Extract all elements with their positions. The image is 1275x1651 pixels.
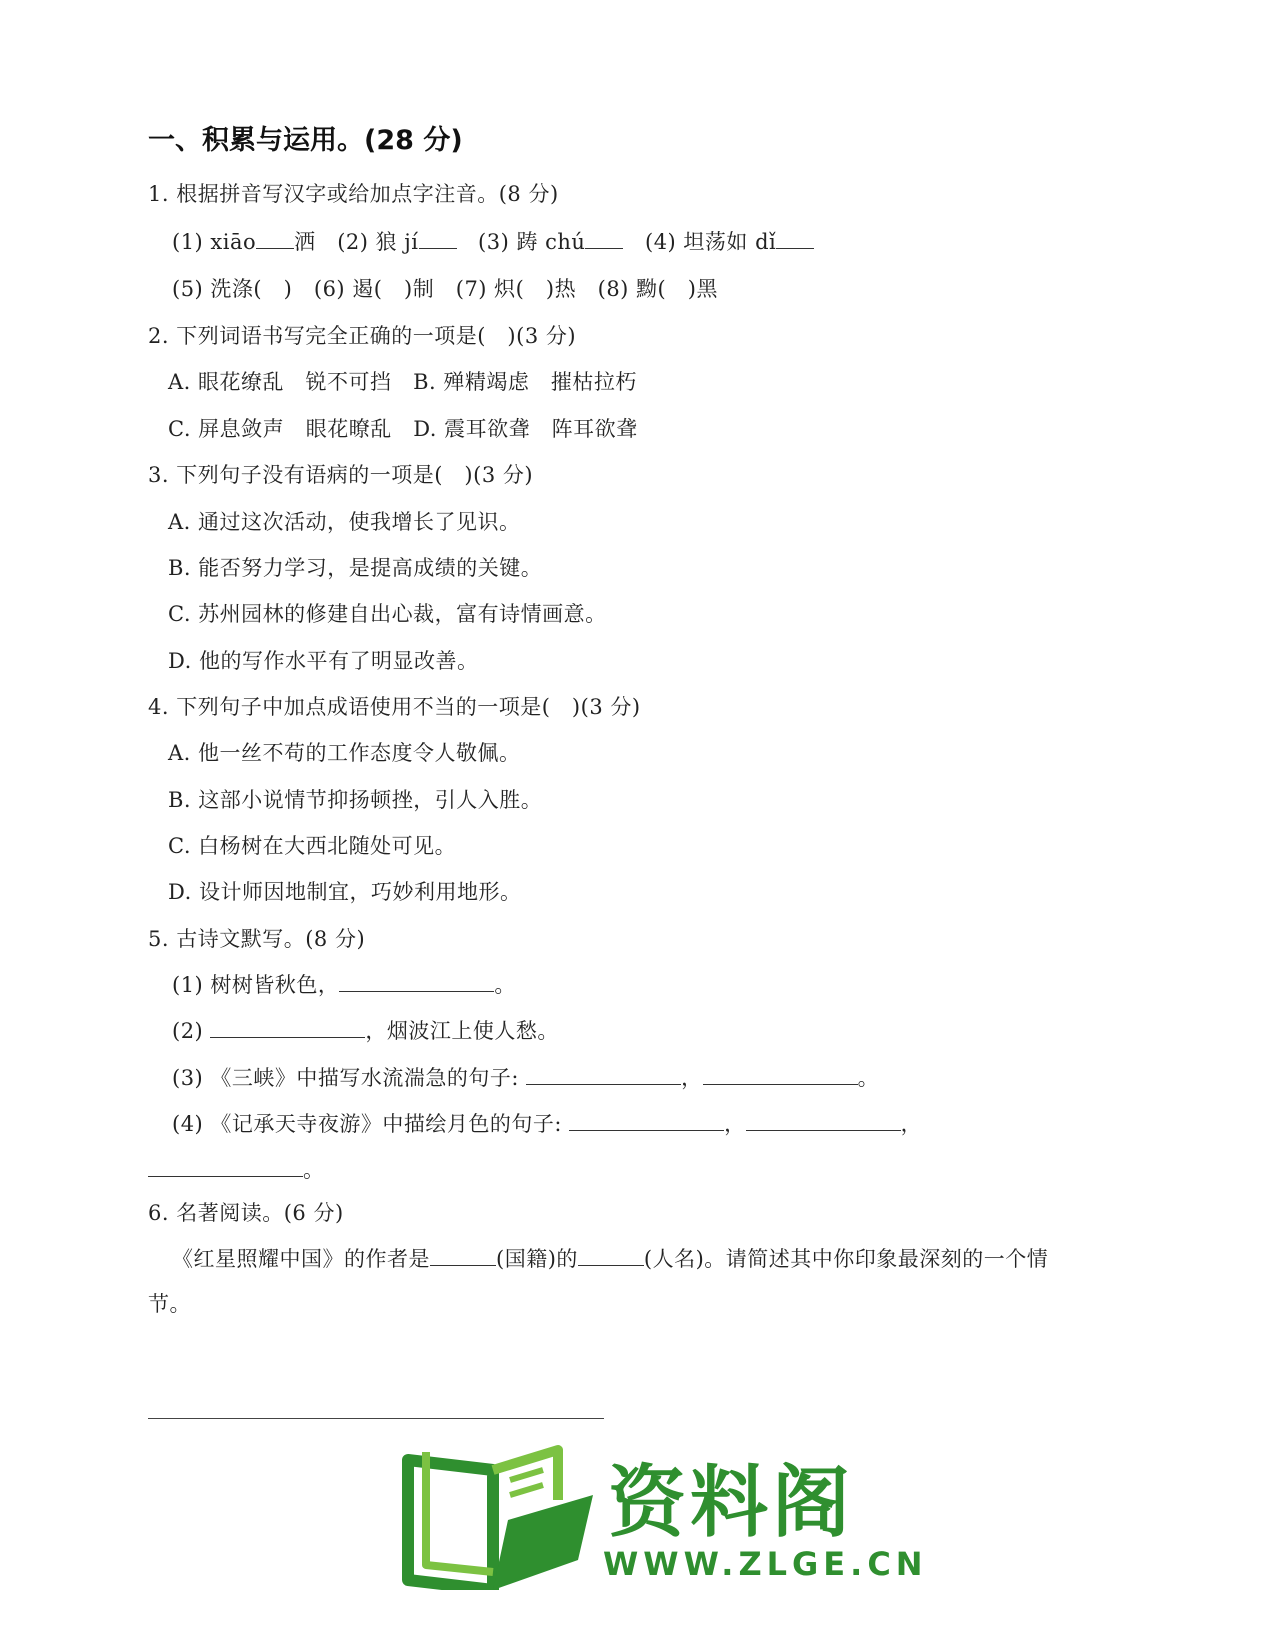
blank[interactable] (419, 228, 457, 249)
answer-blank[interactable] (746, 1110, 901, 1131)
period: 。 (857, 1066, 880, 1090)
q1-item1-tail: 洒 (294, 230, 316, 254)
comma: ， (724, 1112, 746, 1136)
q1-item1: (1) xiāo (172, 230, 257, 254)
q1-row1 (172, 228, 814, 256)
book-icon (398, 1440, 598, 1590)
author-name-blank[interactable] (578, 1245, 644, 1266)
q2-options-row1: A. 眼花缭乱 锐不可挡 B. 殚精竭虑 摧枯拉朽 (168, 370, 637, 394)
q5-item3 (172, 1064, 879, 1092)
q4-stem: 4. 下列句子中加点成语使用不当的一项是( )(3 分) (148, 695, 641, 719)
q6-text-cont: 节。 (148, 1292, 191, 1316)
q1-item6: (6) 遏( )制 (313, 277, 435, 301)
q6-text (172, 1245, 1048, 1273)
q4-option-b: B. 这部小说情节抑扬顿挫，引人入胜。 (168, 788, 543, 812)
q6-text-b: (国籍)的 (496, 1247, 578, 1271)
period: 。 (303, 1158, 325, 1182)
q5-item3-text: (3) 《三峡》中描写水流湍急的句子: (172, 1066, 527, 1090)
q4-option-c: C. 白杨树在大西北随处可见。 (168, 834, 457, 858)
q5-item1 (172, 971, 516, 999)
q1-item5: (5) 洗涤( ) (172, 277, 293, 301)
comma: ， (681, 1066, 703, 1090)
q3-option-b: B. 能否努力学习，是提高成绩的关键。 (168, 556, 543, 580)
q1-item7: (7) 炽( )热 (455, 277, 577, 301)
section-title: 一、积累与运用。(28 分) (148, 125, 463, 156)
q2-options-row2: C. 屏息敛声 眼花暸乱 D. 震耳欲聋 阵耳欲聋 (168, 417, 638, 441)
q4-option-a: A. 他一丝不苟的工作态度令人敬佩。 (168, 741, 521, 765)
q1-item4: (4) 坦荡如 dǐ (645, 230, 777, 254)
watermark-logo (398, 1440, 928, 1590)
answer-blank[interactable] (526, 1064, 681, 1085)
q3-option-d: D. 他的写作水平有了明显改善。 (168, 649, 479, 673)
q1-item8: (8) 黝( )黑 (597, 277, 718, 301)
q6-text-c: (人名)。请简述其中你印象最深刻的一个情 (643, 1247, 1049, 1271)
comma: ， (900, 1112, 923, 1136)
answer-line[interactable] (148, 1418, 604, 1419)
q5-item2 (172, 1017, 559, 1045)
period: 。 (494, 973, 516, 997)
answer-blank[interactable] (339, 971, 494, 992)
q1-item2: (2) 狼 jí (337, 230, 419, 254)
q6-text-a: 《红星照耀中国》的作者是 (172, 1247, 430, 1271)
answer-blank[interactable] (569, 1110, 724, 1131)
q5-item4 (172, 1110, 922, 1138)
q6-stem: 6. 名著阅读。(6 分) (148, 1201, 344, 1225)
blank[interactable] (256, 228, 294, 249)
q1-item3: (3) 踌 chú (478, 230, 586, 254)
q2-stem: 2. 下列词语书写完全正确的一项是( )(3 分) (148, 324, 577, 348)
watermark-title: 资料阁 (608, 1458, 855, 1548)
q5-item4-cont (148, 1156, 325, 1184)
q5-item2-text: (2) (172, 1019, 211, 1043)
q5-item4-text: (4) 《记承天寺夜游》中描绘月色的句子: (172, 1112, 570, 1136)
q5-item2-tail: ，烟波江上使人愁。 (365, 1019, 559, 1043)
q1-row2 (172, 275, 718, 303)
blank[interactable] (585, 228, 623, 249)
answer-blank[interactable] (148, 1156, 303, 1177)
q5-item1-text: (1) 树树皆秋色， (172, 973, 340, 997)
q3-option-a: A. 通过这次活动，使我增长了见识。 (168, 510, 521, 534)
q3-stem: 3. 下列句子没有语病的一项是( )(3 分) (148, 463, 534, 487)
q1-stem: 1. 根据拼音写汉字或给加点字注音。(8 分) (148, 182, 559, 206)
q3-option-c: C. 苏州园林的修建自出心裁，富有诗情画意。 (168, 602, 607, 626)
answer-blank[interactable] (703, 1064, 858, 1085)
q5-stem: 5. 古诗文默写。(8 分) (148, 927, 366, 951)
nationality-blank[interactable] (430, 1245, 496, 1266)
answer-blank[interactable] (210, 1017, 365, 1038)
watermark-url: WWW.ZLGE.CN (603, 1545, 928, 1583)
blank[interactable] (776, 228, 814, 249)
q4-option-d: D. 设计师因地制宜，巧妙利用地形。 (168, 880, 522, 904)
